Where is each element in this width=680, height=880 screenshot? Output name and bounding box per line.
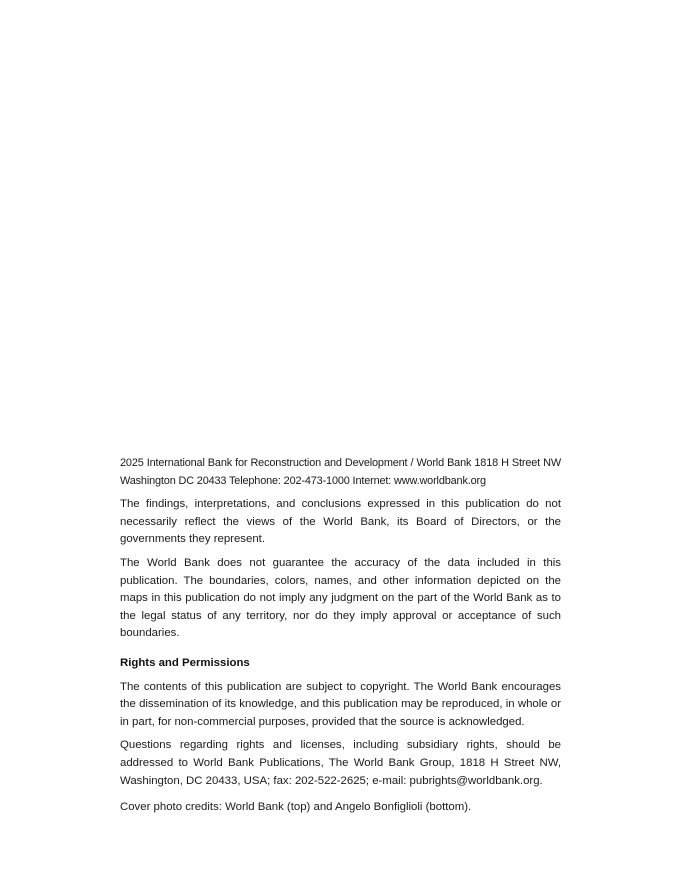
disclaimer-accuracy: The World Bank does not guarantee the accuracy of the data included in this publication. The boundaries, colors, names, and other information depicted on the maps in this publication do not imply any judgment on the part of the World Bank as to the legal status of any territory, nor do they imply approval or acceptance of such boundaries. <box>120 556 561 640</box>
rights-heading: Rights and Permissions <box>120 656 250 669</box>
copyright-page-block <box>120 455 561 817</box>
rights-copyright-paragraph: The contents of this publication are subject to copyright. The World Bank encourages the dissemination of its knowledge, and this publication may be reproduced, in whole or in part, for non-commercial purposes, provided that the source is acknowledged. <box>120 680 561 728</box>
disclaimer-findings: The findings, interpretations, and conclusions expressed in this publication do not necessarily reflect the views of the World Bank, its Board of Directors, or the governments they represent. <box>120 498 561 546</box>
cover-photo-credits: Cover photo credits: World Bank (top) and Angelo Bonfiglioli (bottom). <box>120 801 472 814</box>
copyright-notice: 2025 International Bank for Reconstruction and Development / World Bank 1818 H Street NW Washington DC 20433 Telephone: 202-473-1000 Internet: www.worldbank.org <box>120 457 561 487</box>
rights-questions-paragraph: Questions regarding rights and licenses, including subsidiary rights, should be addressed to World Bank Publications, The World Bank Group, 1818 H Street NW, Washington, DC 20433, USA; fax: 202-522-2625; e-mail: pubrights@worldbank.org. <box>120 739 561 787</box>
